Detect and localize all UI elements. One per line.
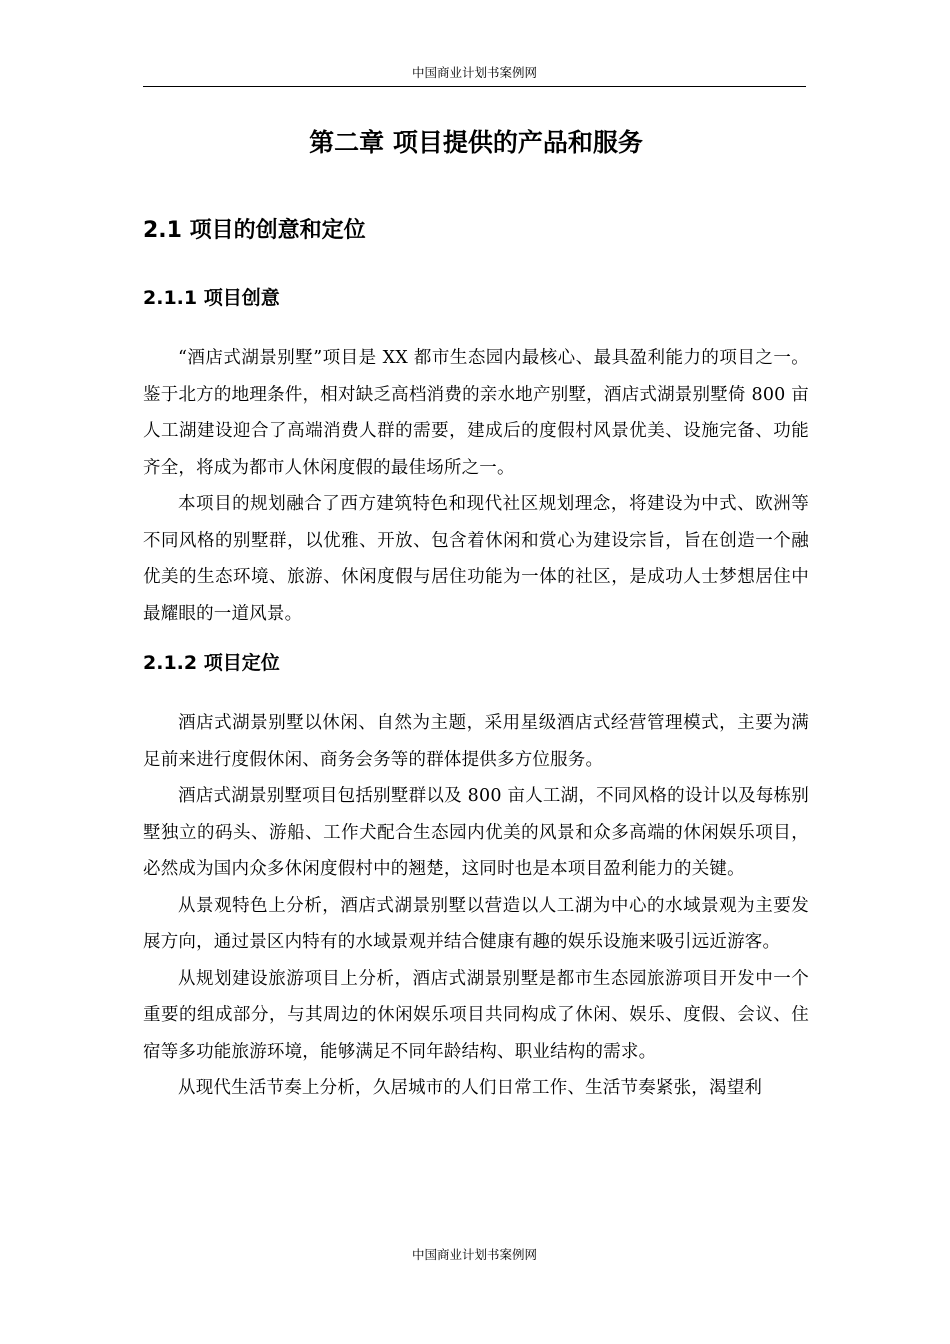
footer-site-name: 中国商业计划书案例网 <box>411 1247 537 1262</box>
subsection-body-2-1-1 <box>143 340 809 632</box>
paragraph: 从规划建设旅游项目上分析，酒店式湖景别墅是都市生态园旅游项目开发中一个重要的组成部分，与其周边的休闲娱乐项目共同构成了休闲、娱乐、度假、会议、住宿等多功能旅游环境，能够满足不同年龄结构、职业结构的需求。 <box>143 968 809 1062</box>
subsection-title-2-1-1: 2.1.1 项目创意 <box>143 287 280 309</box>
subsection-title-2-1-2: 2.1.2 项目定位 <box>143 652 280 674</box>
header-site-name: 中国商业计划书案例网 <box>411 65 537 80</box>
page-header <box>143 62 806 87</box>
paragraph: “酒店式湖景别墅”项目是 XX 都市生态园内最核心、最具盈利能力的项目之一。鉴于北方的地理条件，相对缺乏高档消费的亲水地产别墅，酒店式湖景别墅倚 800 亩人工湖建设迎合了高端消费人群的需要，建成后的度假村风景优美、设施完备、功能齐全，将成为都市人休闲度假的最佳场所之一。 <box>143 348 809 478</box>
subsection-body-2-1-2 <box>143 705 809 1107</box>
page-footer <box>143 1245 806 1265</box>
chapter-title: 第二章 项目提供的产品和服务 <box>309 128 643 157</box>
paragraph: 从景观特色上分析，酒店式湖景别墅以营造以人工湖为中心的水域景观为主要发展方向，通过景区内特有的水域景观并结合健康有趣的娱乐设施来吸引远近游客。 <box>143 895 809 952</box>
document-body <box>143 118 809 1107</box>
paragraph: 酒店式湖景别墅以休闲、自然为主题，采用星级酒店式经营管理模式，主要为满足前来进行度假休闲、商务会务等的群体提供多方位服务。 <box>143 713 809 770</box>
paragraph: 酒店式湖景别墅项目包括别墅群以及 800 亩人工湖，不同风格的设计以及每栋别墅独立的码头、游船、工作犬配合生态园内优美的风景和众多高端的休闲娱乐项目，必然成为国内众多休闲度假村中的翘楚，这同时也是本项目盈利能力的关键。 <box>143 786 809 879</box>
section-title-2-1: 2.1 项目的创意和定位 <box>143 218 366 243</box>
paragraph: 从现代生活节奏上分析，久居城市的人们日常工作、生活节奏紧张，渴望利 <box>178 1078 763 1098</box>
paragraph: 本项目的规划融合了西方建筑特色和现代社区规划理念，将建设为中式、欧洲等不同风格的别墅群，以优雅、开放、包含着休闲和赏心为建设宗旨，旨在创造一个融优美的生态环境、旅游、休闲度假与居住功能为一体的社区，是成功人士梦想居住中最耀眼的一道风景。 <box>143 494 809 624</box>
